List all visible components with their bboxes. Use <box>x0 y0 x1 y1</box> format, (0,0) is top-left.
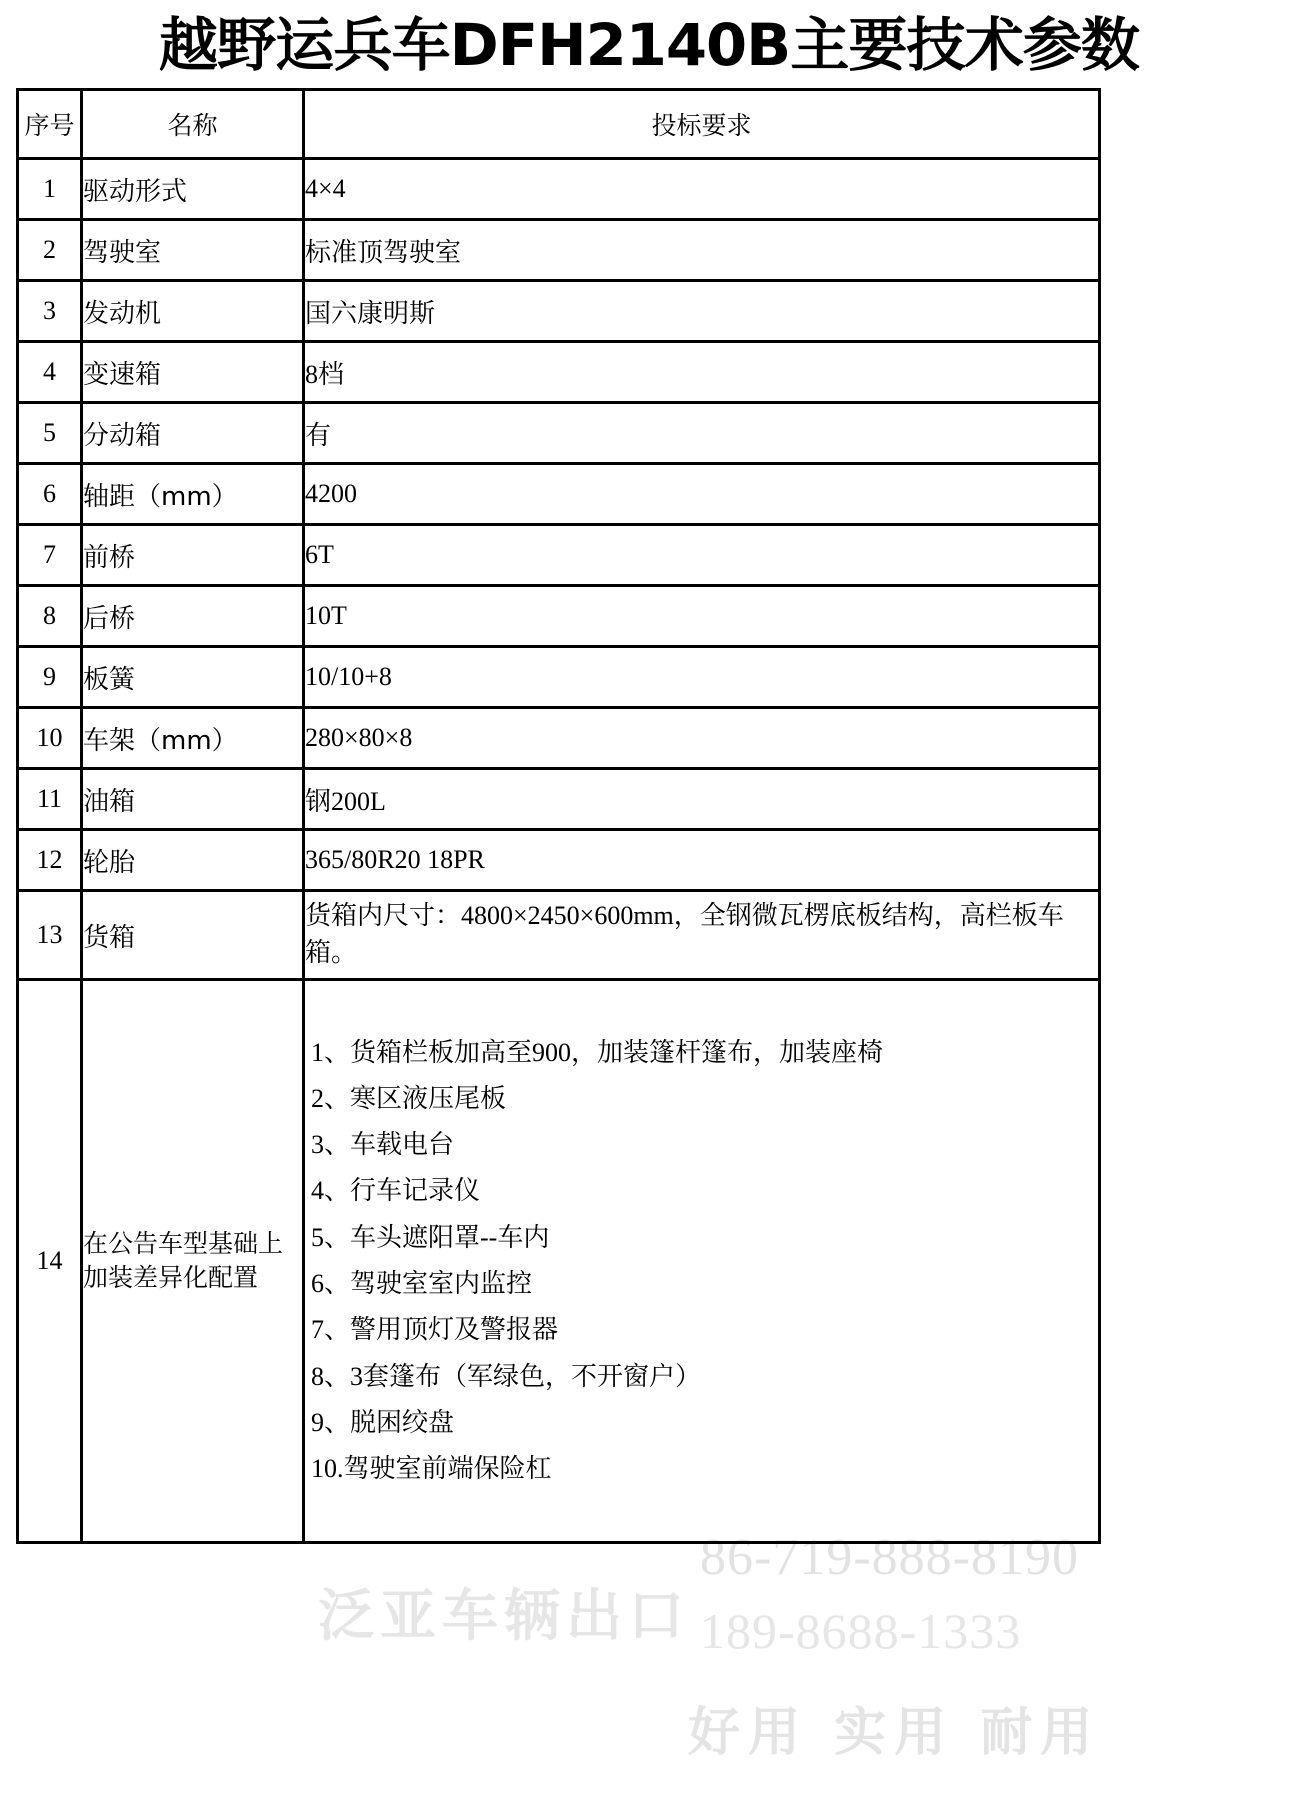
table-row <box>18 830 1100 891</box>
table-row-differential-config <box>18 980 1100 1543</box>
specification-table <box>16 88 1101 1544</box>
list-item: 5、车头遮阳罩--车内 <box>311 1222 550 1252</box>
row-name: 前桥 <box>82 525 304 586</box>
row-requirement: 4200 <box>304 464 1100 525</box>
row-name: 车架（mm） <box>82 708 304 769</box>
table-row <box>18 159 1100 220</box>
row-name: 驱动形式 <box>82 159 304 220</box>
page-title: 越野运兵车DFH2140B主要技术参数 <box>158 11 1140 79</box>
row-number: 13 <box>18 891 82 980</box>
row-number: 6 <box>18 464 82 525</box>
row-number: 3 <box>18 281 82 342</box>
row-number: 8 <box>18 586 82 647</box>
row-name: 轴距（mm） <box>82 464 304 525</box>
row-requirement: 6T <box>304 525 1100 586</box>
list-item: 8、3套篷布（军绿色，不开窗户） <box>311 1361 702 1391</box>
table-row <box>18 891 1100 980</box>
row-number: 12 <box>18 830 82 891</box>
row-requirement: 标准顶驾驶室 <box>304 220 1100 281</box>
row-number: 11 <box>18 769 82 830</box>
table-row <box>18 403 1100 464</box>
row-requirement: 4×4 <box>304 159 1100 220</box>
table-header-row <box>18 90 1100 159</box>
row-number: 7 <box>18 525 82 586</box>
table-row <box>18 586 1100 647</box>
list-item: 3、车载电台 <box>311 1130 455 1160</box>
row-requirement: 国六康明斯 <box>304 281 1100 342</box>
watermark-slogan: 好用 实用 耐用 <box>688 1703 1101 1763</box>
row-requirement: 365/80R20 18PR <box>304 830 1100 891</box>
watermark-company: 泛亚车辆出口 <box>318 1584 690 1649</box>
row-requirement: 280×80×8 <box>304 708 1100 769</box>
list-item: 1、货箱栏板加高至900，加装篷杆篷布，加装座椅 <box>311 1037 884 1067</box>
row-name: 发动机 <box>82 281 304 342</box>
row-number: 14 <box>18 980 82 1543</box>
row-number: 2 <box>18 220 82 281</box>
row-requirement-list <box>304 980 1100 1543</box>
list-item: 9、脱困绞盘 <box>311 1407 455 1437</box>
watermark-phone-secondary: 189-8688-1333 <box>700 1603 1022 1659</box>
row-number: 10 <box>18 708 82 769</box>
row-requirement: 有 <box>304 403 1100 464</box>
feature-list <box>305 1030 1098 1493</box>
watermark-phone-primary: 86-719-888-8190 <box>700 1529 1079 1586</box>
row-name: 板簧 <box>82 647 304 708</box>
column-header-no: 序号 <box>18 90 82 159</box>
table-row <box>18 281 1100 342</box>
table-row <box>18 647 1100 708</box>
row-number: 4 <box>18 342 82 403</box>
table-row <box>18 525 1100 586</box>
table-row <box>18 342 1100 403</box>
column-header-name: 名称 <box>82 90 304 159</box>
row-name: 分动箱 <box>82 403 304 464</box>
list-item: 10.驾驶室前端保险杠 <box>311 1454 552 1484</box>
row-number: 9 <box>18 647 82 708</box>
row-name: 轮胎 <box>82 830 304 891</box>
row-name: 后桥 <box>82 586 304 647</box>
list-item: 6、驾驶室室内监控 <box>311 1269 533 1298</box>
row-requirement: 10/10+8 <box>304 647 1100 708</box>
table-row <box>18 769 1100 830</box>
row-requirement: 10T <box>304 586 1100 647</box>
list-item: 4、行车记录仪 <box>311 1176 481 1206</box>
row-number: 5 <box>18 403 82 464</box>
row-number: 1 <box>18 159 82 220</box>
row-requirement: 货箱内尺寸：4800×2450×600mm，全钢微瓦楞底板结构，高栏板车箱。 <box>304 891 1100 980</box>
row-requirement: 钢200L <box>304 769 1100 830</box>
list-item: 7、警用顶灯及警报器 <box>311 1315 559 1345</box>
table-row <box>18 708 1100 769</box>
row-name: 驾驶室 <box>82 220 304 281</box>
table-row <box>18 220 1100 281</box>
column-header-requirement: 投标要求 <box>304 90 1100 159</box>
table-row <box>18 464 1100 525</box>
row-name: 货箱 <box>82 891 304 980</box>
row-name: 油箱 <box>82 769 304 830</box>
row-name: 变速箱 <box>82 342 304 403</box>
row-requirement: 8档 <box>304 342 1100 403</box>
list-item: 2、寒区液压尾板 <box>311 1083 507 1113</box>
row-name: 在公告车型基础上加装差异化配置 <box>82 980 304 1543</box>
